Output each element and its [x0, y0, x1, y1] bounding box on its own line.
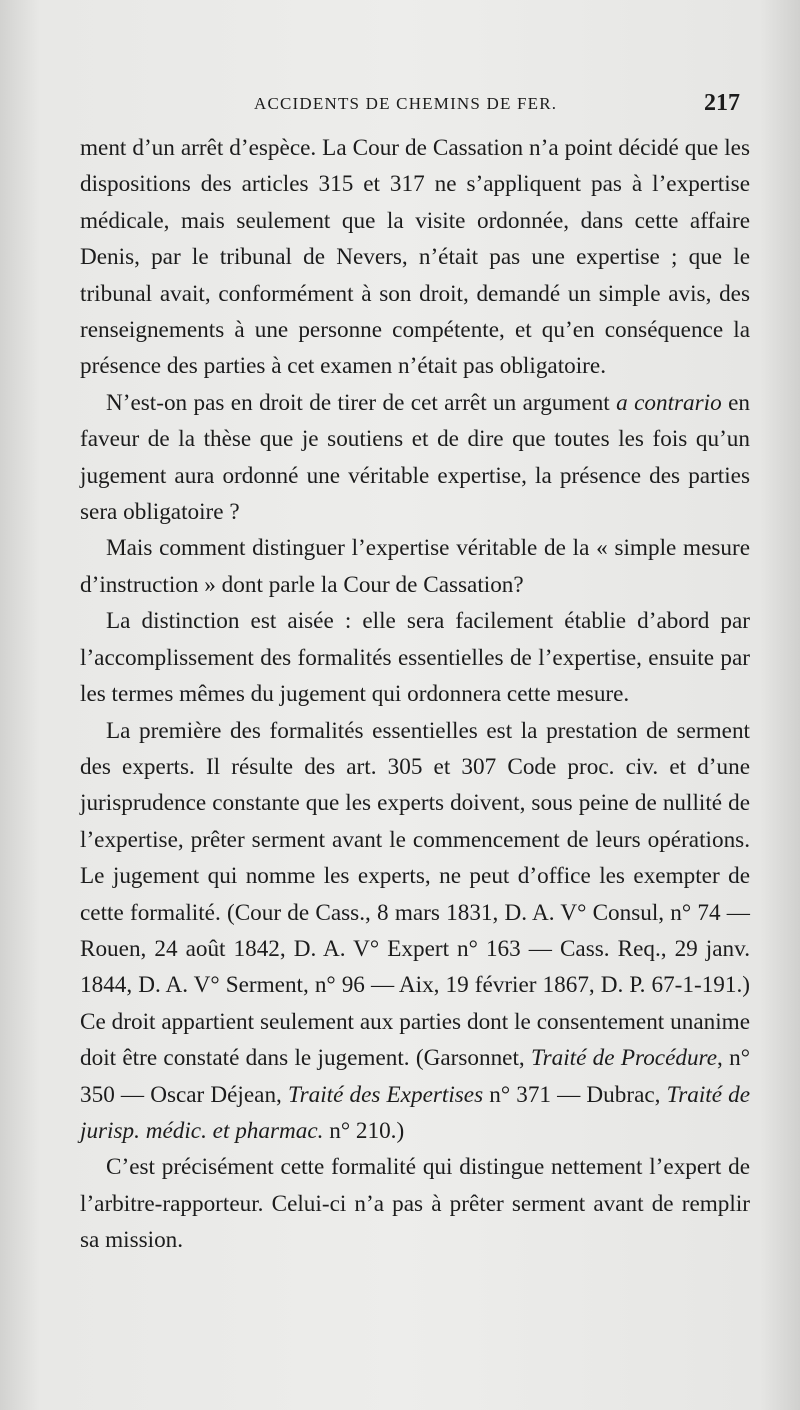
paragraph [80, 1149, 750, 1258]
italic-text: a contrario [616, 389, 722, 416]
text-run: Mais comment distinguer l’expertise véritable de la « simple mesure d’instruction » dont parle la Cour de Cassation? [80, 535, 750, 598]
paragraph [80, 713, 750, 1150]
paragraph [80, 130, 750, 385]
text-run: La distinction est aisée : elle sera facilement établie d’abord par l’accomplissement des formalités essentielles de l’expertise, ensuite par les termes mêmes du jugement qui ordonnera cette mesure. [80, 608, 750, 708]
body-text [80, 130, 750, 1259]
running-title: ACCIDENTS DE CHEMINS DE FER. [254, 94, 558, 113]
running-header [0, 88, 800, 124]
text-run: La première des formalités essentielles est la prestation de serment des experts. Il résulte des art. 305 et 307 Code proc. civ. et d’une jurisprudence constante que les experts doivent, sous peine de nullité de l’expertise, prêter serment avant le commencement de leurs opérations. Le jugement qui nomme les experts, ne peut d’office les exempter de cette formalité. (Cour de Cass., 8 mars 1831, D. A. V° Consul, n° 74 — Rouen, 24 août 1842, D. A. V° Expert n° 163 — Cass. Req., 29 janv. 1844, D. A. V° Serment, n° 96 — Aix, 19 février 1867, D. P. 67-1-191.) Ce droit appartient seulement aux parties dont le consentement unanime doit être constaté dans le jugement. (Garsonnet, [80, 717, 750, 1072]
text-run: n° 210.) [323, 1117, 405, 1144]
text-run: ment d’un arrêt d’espèce. La Cour de Cassation n’a point décidé que les dispositions des articles 315 et 317 ne s’appliquent pas à l’expertise médicale, mais seulement que la visite ordonnée, dans cette affaire Denis, par le tribunal de Nevers, n’était pas une expertise ; que le tribunal avait, conformément à son droit, demandé un simple avis, des renseignements à une personne compétente, et qu’en conséquence la présence des parties à cet examen n’était pas obligatoire. [80, 135, 750, 380]
page-number: 217 [704, 90, 740, 116]
paragraph [80, 603, 750, 712]
italic-text: Traité des Expertises [287, 1081, 484, 1108]
italic-text: Traité de Procédure [530, 1045, 718, 1072]
text-run: , n° 350 — Oscar Déjean, [80, 1045, 750, 1108]
text-run: en faveur de la thèse que je soutiens et de dire que toutes les fois qu’un jugement aura ordonné une véritable expertise, la présence des parties sera obligatoire ? [80, 389, 750, 526]
paragraph [80, 385, 750, 531]
text-run: N’est-on pas en droit de tirer de cet arrêt un argument [106, 389, 617, 416]
text-run: n° 371 — Dubrac, [483, 1081, 667, 1108]
italic-text: Traité de jurisp. médic. et pharmac. [80, 1081, 751, 1144]
text-run: C’est précisément cette formalité qui distingue nettement l’expert de l’arbitre-rapporteur. Celui-ci n’a pas à prêter serment avant de remplir sa mission. [80, 1154, 750, 1254]
paragraph [80, 530, 750, 603]
